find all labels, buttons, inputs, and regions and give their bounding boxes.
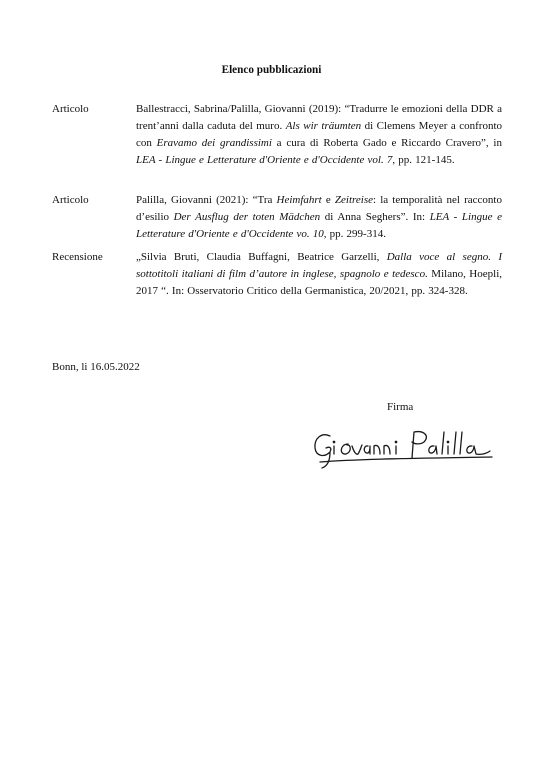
place-date: Bonn, li 16.05.2022 [52, 361, 140, 373]
signature-label: Firma [387, 401, 414, 413]
handwritten-signature [308, 424, 498, 472]
publication-type: Articolo [52, 194, 89, 206]
publication-citation: Ballestracci, Sabrina/Palilla, Giovanni (2019): “Tradurre le emozioni della DDR a trent’anni dalla caduta del muro. Als wir träumten di Clemens Meyer a confronto con Eravamo dei grandissimi a cura di Roberta Gado e Riccardo Cravero”, in LEA - Lingue e Letterature d'Oriente e d'Occidente vol. 7, pp. 121-145. [136, 103, 503, 166]
publication-type: Recensione [52, 251, 103, 263]
publication-citation: „Silvia Bruti, Claudia Buffagni, Beatrice Garzelli, Dalla voce al segno. I sottotitoli italiani di film d’autore in inglese, spagnolo e tedesco. Milano, Hoepli, 2017 “. In: Osservatorio Critico della Germanistica, 20/2021, pp. 324-328. [136, 251, 502, 297]
publication-type: Articolo [52, 103, 89, 115]
page-title: Elenco pubblicazioni [221, 64, 322, 76]
publication-citation: Palilla, Giovanni (2021): “Tra Heimfahrt e Zeitreise: la temporalità nel racconto d’esilio Der Ausflug der toten Mädchen di Anna Seghers”. In: LEA - Lingue e Letterature d'Oriente e d'Occidente vo. 10, pp. 299-314. [136, 194, 502, 240]
